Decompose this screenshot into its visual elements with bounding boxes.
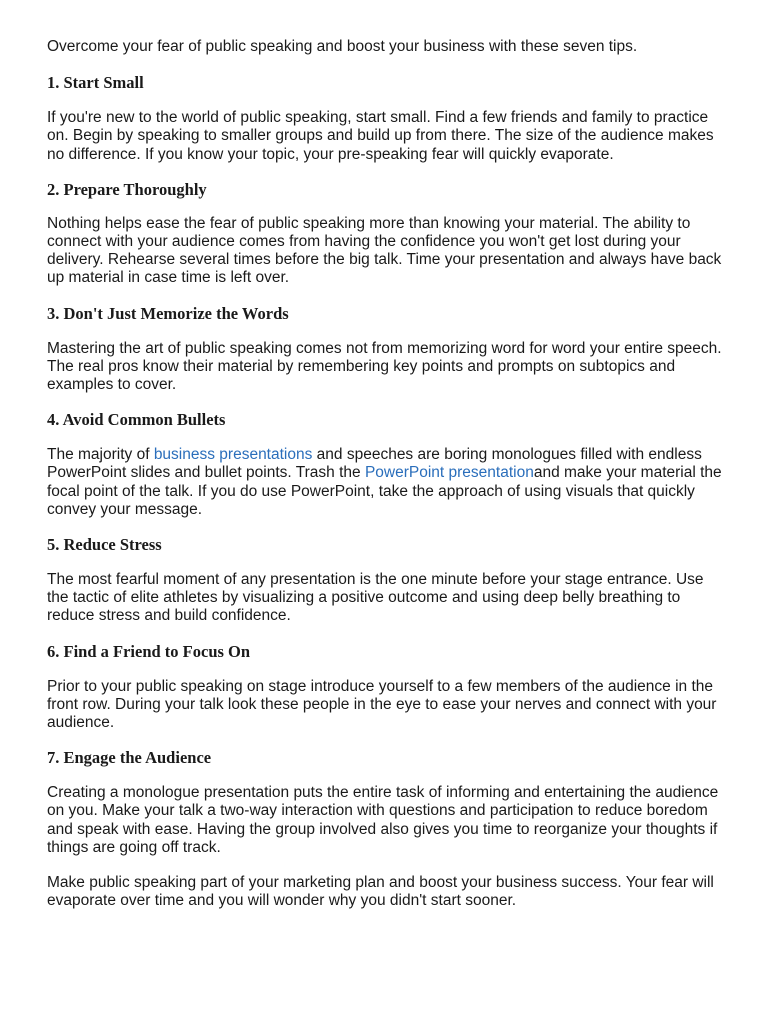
section-body-reduce-stress: The most fearful moment of any presentation is the one minute before your stage entrance. Use the tactic of elite athletes by visualizing a positive outcome and using deep belly breathing to reduce stress and build confidence. xyxy=(47,571,704,625)
section-heading-reduce-stress: 5. Reduce Stress xyxy=(47,535,162,555)
section-body-dont-memorize: Mastering the art of public speaking comes not from memorizing word for word your entire speech. The real pros know their material by remembering key points and prompts on subtopics and examples to cover. xyxy=(47,339,722,394)
body-text: and make your material the focal point of the talk. If you do use PowerPoint, take the approach of using visuals that quickly convey your message. xyxy=(47,464,722,518)
body-text: The majority of xyxy=(47,446,154,464)
section-body-start-small: If you're new to the world of public speaking, start small. Find a few friends and family to practice on. Begin by speaking to smaller groups and build up from there. The size of the audience makes no difference. If you know your topic, your pre-speaking fear will quickly evaporate. xyxy=(47,109,714,163)
section-heading-find-friend: 6. Find a Friend to Focus On xyxy=(47,641,251,661)
section-body-prepare-thoroughly: Nothing helps ease the fear of public speaking more than knowing your material. The ability to connect with your audience comes from having the confidence you won't get lost during your delivery. Rehearse several times before the big talk. Time your presentation and always have back up material in case time is left over. xyxy=(47,214,722,287)
section-heading-dont-memorize: 3. Don't Just Memorize the Words xyxy=(47,303,289,323)
intro-paragraph: Overcome your fear of public speaking and boost your business with these seven tips. xyxy=(47,38,638,55)
section-body-find-friend: Prior to your public speaking on stage introduce yourself to a few members of the audience in the front row. During your talk look these people in the eye to ease your nerves and connect with your audience. xyxy=(47,677,717,732)
section-heading-avoid-bullets: 4. Avoid Common Bullets xyxy=(47,410,226,430)
section-heading-prepare-thoroughly: 2. Prepare Thoroughly xyxy=(47,179,207,199)
section-body-avoid-bullets xyxy=(47,446,727,519)
section-heading-engage-audience: 7. Engage the Audience xyxy=(47,748,212,768)
powerpoint-presentation-link[interactable]: PowerPoint presentation xyxy=(364,464,534,482)
section-heading-start-small: 1. Start Small xyxy=(47,73,144,93)
article xyxy=(47,38,727,910)
closing-paragraph: Make public speaking part of your marketing plan and boost your business success. Your fear will evaporate over time and you will wonder why you didn't start sooner. xyxy=(47,874,714,910)
business-presentations-link[interactable]: business presentations xyxy=(153,446,313,464)
section-body-engage-audience: Creating a monologue presentation puts the entire task of informing and entertaining the audience on you. Make your talk a two-way interaction with questions and participation to reduce boredom and speak with ease. Having the group involved also gives you time to reorganize your thoughts if things are going off track. xyxy=(47,784,719,856)
body-text: and speeches are boring monologues filled with endless PowerPoint slides and bullet points. Trash the xyxy=(47,446,702,482)
